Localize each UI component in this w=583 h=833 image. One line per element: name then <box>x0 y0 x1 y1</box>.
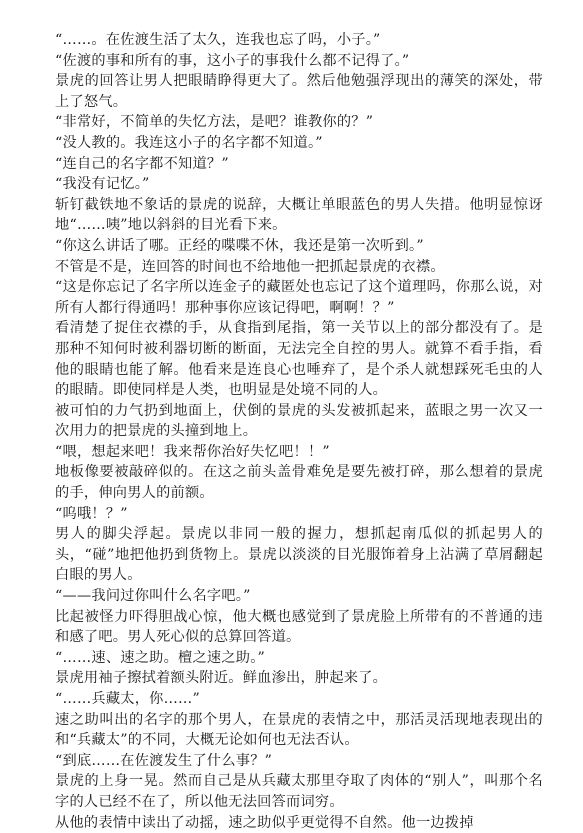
paragraph: “连自己的名字都不知道？” <box>55 155 229 172</box>
paragraph: 比起被怪力吓得胆战心惊，他大概也感觉到了景虎脸上所带有的不普通的违和感了吧。男人死心似的总算回答道。 <box>55 608 543 646</box>
paragraph: “佐渡的事和所有的事，这小子的事我什么都不记得了。” <box>55 52 410 69</box>
paragraph: “这是你忘记了名字所以连金子的藏匿处也忘记了这个道理吗，你那么说，对所有人都行得通吗！那种事你应该记得吧，啊啊！？” <box>55 279 543 316</box>
paragraph: “非常好，不简单的失忆方法，是吧？谁教你的？” <box>55 114 374 131</box>
paragraph: 斩钉截铁地不象话的景虎的说辞，大概让单眼蓝色的男人失措。他明显惊讶地“……咦”地以斜斜的目光看下来。 <box>55 196 543 234</box>
paragraph: “呜哦！？” <box>55 505 128 522</box>
paragraph: 从他的表情中读出了动摇，速之助似乎更觉得不自然。他一边拨掉 <box>55 814 474 831</box>
paragraph: “到底……在佐渡发生了什么事？” <box>55 752 273 769</box>
paragraph: “——我问过你叫什么名字吧。” <box>55 588 251 605</box>
paragraph: 被可怕的力气扔到地面上，伏倒的景虎的头发被抓起来，蓝眼之男一次又一次用力的把景虎的头撞到地上。 <box>55 402 543 440</box>
paragraph: 男人的脚尖浮起。景虎以非同一般的握力，想抓起南瓜似的抓起男人的头，“碰”地把他扔到货物上。景虎以淡淡的目光服饰着身上沾满了草屑翻起白眼的男人。 <box>55 526 543 584</box>
paragraph: 景虎用袖子擦拭着额头附近。鲜血渗出，肿起来了。 <box>55 670 388 687</box>
paragraph: 看清楚了捉住衣襟的手，从食指到尾指，第一关节以上的部分都没有了。是那种不知何时被利器切断的断面，无法完全自控的男人。就算不看手指，看他的眼睛也能了解。他看来是连良心也唾弃了，是个杀人就想踩死毛虫的人的眼睛。即使同样是人类，也明显是处境不同的人。 <box>55 320 543 399</box>
paragraph: 不管是不是，连回答的时间也不给地他一把抓起景虎的衣襟。 <box>55 258 445 275</box>
paragraph: “……速、速之助。檀之速之助。” <box>55 649 266 666</box>
paragraph: “你这么讲话了哪。正经的喋喋不休，我还是第一次听到。” <box>55 237 424 254</box>
paragraph: “……。在佐渡生活了太久，连我也忘了吗，小子。” <box>55 32 381 48</box>
paragraph: 地板像要被敲碎似的。在这之前头盖骨难免是要先被打碎，那么想着的景虎的手，伸向男人的前额。 <box>55 464 543 502</box>
paragraph: “喂，想起来吧！我来帮你治好失忆吧！！” <box>55 443 330 460</box>
paragraph: “……兵藏太，你……” <box>55 691 200 707</box>
paragraph: 景虎的回答让男人把眼睛睁得更大了。然后他勉强浮现出的薄笑的深处，带上了怒气。 <box>55 73 543 110</box>
paragraph: 速之助叫出的名字的那个男人，在景虎的表情之中，那活灵活现地表现出的和“兵藏太”的不同，大概无论如何也无法否认。 <box>55 711 543 749</box>
paragraph: “没人教的。我连这小子的名字都不知道。” <box>55 134 323 151</box>
paragraph: 景虎的上身一晃。然而自己是从兵藏太那里夺取了肉体的“别人”，叫那个名字的人已经不在了，所以他无法回答而词穷。 <box>55 773 543 810</box>
paragraph: “我没有记忆。” <box>55 176 150 193</box>
